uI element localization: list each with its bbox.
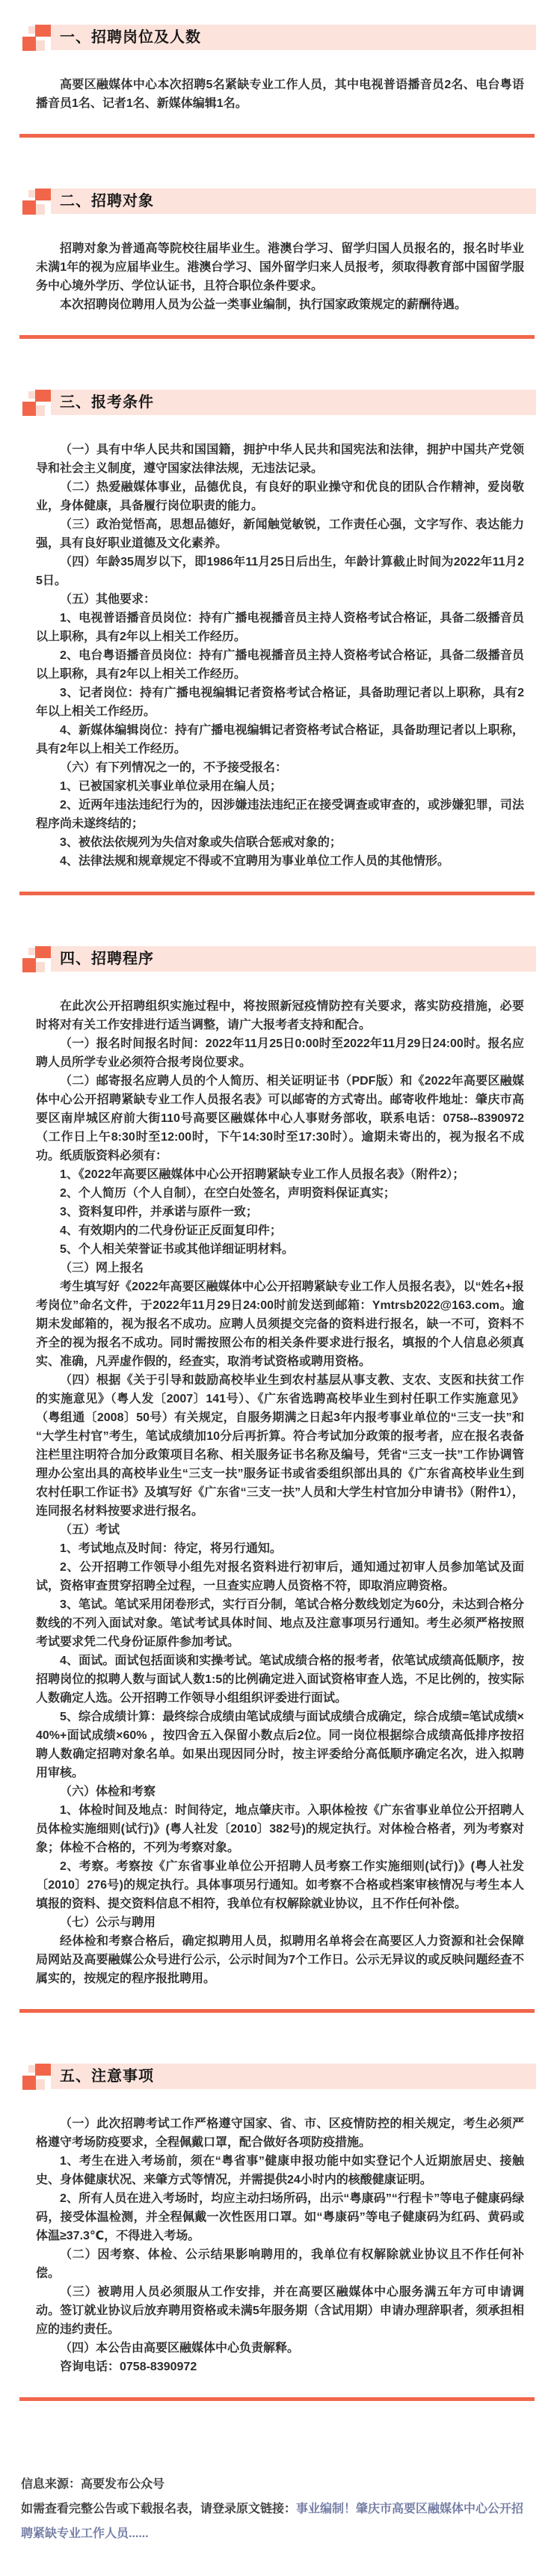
section-header	[0, 25, 554, 53]
paragraph: 考生填写好《2022年高要区融媒体中心公开招聘紧缺专业工作人员报名表》，以“姓名+报考岗位”命名文件，于2022年11月29日24:00时前发送到邮箱：Ymtrsb2022@163.com。逾期未发邮箱的，视为报名不成功。应聘人员须提交完备的资料进行报名，缺一不可，资料不齐全的视为报名不成功。同时需按照公布的相关条件要求进行报名，填报的个人信息必须真实、准确，凡弄虚作假的，经查实，取消考试资格或聘用资格。	[36, 1281, 524, 1368]
section-body	[0, 441, 554, 871]
paragraph: 1、电视普语播音员岗位：持有广播电视播音员主持人资格考试合格证，具备二级播音员以上职称，具有2年以上相关工作经历。	[36, 612, 524, 643]
link-prefix-text: 如需查看完整公告或下载报名表，请登录原文链接：	[21, 2503, 297, 2515]
section-divider	[19, 2397, 535, 2401]
paragraph: 本次招聘岗位聘用人员为公益一类事业编制，执行国家政策规定的薪酬待遇。	[60, 298, 467, 311]
info-source-line: 信息来源：高要发布公众号	[21, 2478, 165, 2491]
section-body	[0, 76, 554, 113]
section-divider	[19, 134, 535, 138]
footer	[0, 2472, 554, 2546]
section-title: 二、招聘对象	[60, 193, 154, 209]
paragraph: （五）其他要求：	[60, 593, 156, 606]
pixel-square-orange-bottom	[22, 200, 36, 215]
paragraph: （七）公示与聘用	[60, 1916, 156, 1929]
section-title: 一、招聘岗位及人数	[60, 29, 201, 46]
section	[0, 188, 554, 339]
paragraph: 1、考试地点及时间：待定，将另行通知。	[60, 1542, 282, 1555]
original-article-link[interactable]: 事业编制！肇庆市高要区融媒体中心公开招聘紧缺专业工作人员......	[21, 2503, 524, 2540]
section-title-bar	[51, 2064, 536, 2089]
pixel-square-light-bottom	[36, 2079, 45, 2090]
section-header	[0, 946, 554, 975]
pixel-square-light-top	[28, 2065, 35, 2073]
paragraph: （四）根据《关于引导和鼓励高校毕业生到农村基层从事支教、支农、支医和扶贫工作的实施意见》（粤人发〔2007〕141号）、《广东省选聘高校毕业生到村任职工作实施意见》（粤组通〔2008〕50号）有关规定，自服务期满之日起3年内报考事业单位的“三支一扶”和“大学生村官”考生，笔试成绩加10分后再折算。符合考试加分政策的报考者，应在报名表备注栏里注明符合加分政策项目名称、相关服务证书名称及编号，凭省“三支一扶”工作协调管理办公室出具的高校毕业生“三支一扶”服务证书或省委组织部出具的《广东省高校毕业生到农村任职工作证书》及填写好《广东省“三支一扶”人员和大学生村官加分申请书》（附件1），连同报名材料按要求进行报名。	[36, 1374, 524, 1518]
paragraph: 1、已被国家机关事业单位录用在编人员；	[60, 780, 282, 793]
paragraph: 经体检和考察合格后，确定拟聘用人员，拟聘用名单将会在高要区人力资源和社会保障局网站及高要融媒公众号进行公示，公示时间为7个工作日。公示无异议的或反映问题经查不属实的，按规定的程序报批聘用。	[36, 1935, 524, 1985]
pixel-square-orange-bottom	[22, 402, 36, 416]
pixel-square-orange-top	[35, 390, 51, 402]
section-header	[0, 2064, 554, 2092]
paragraph: 5、综合成绩计算：最终综合成绩由笔试成绩与面试成绩合成确定，综合成绩=笔试成绩×40%+面试成绩×60% ，按四舍五入保留小数点后2位。同一岗位根据综合成绩高低排序按招聘人数确定招聘对象名单。如果出现因同分时，按主评委给分高低顺序确定名次，进入拟聘用审核。	[36, 1711, 524, 1779]
paragraph: 2、所有人员在进入考场时，均应主动扫场所码，出示“粤康码”“行程卡”等电子健康码绿码，接受体温检测，并全程佩戴一次性医用口罩。如“粤康码”等电子健康码为红码、黄码或体温≥37.3℃，不得进入考场。	[36, 2192, 524, 2242]
paragraph: （三）被聘用人员必须服从工作安排，并在高要区融媒体中心服务满五年方可申请调动。签订就业协议后放弃聘用资格或未满5年服务期（含试用期）申请办理辞职者，须承担相应的违约责任。	[36, 2286, 524, 2336]
section-title-bar	[51, 946, 536, 972]
section-body	[0, 2115, 554, 2376]
pixel-square-orange-bottom	[22, 2076, 36, 2090]
paragraph: 4、有效期内的二代身份证正反面复印件；	[60, 1224, 282, 1237]
paragraph: 2、电台粤语播音员岗位：持有广播电视播音员主持人资格考试合格证，具备二级播音员以上职称，具有2年以上相关工作经历。	[36, 649, 524, 681]
pixel-blocks-icon	[19, 25, 51, 53]
paragraph: （六）体检和考察	[60, 1785, 156, 1798]
paragraph: 2、考察。考察按《广东省事业单位公开招聘人员考察工作实施细则(试行)》(粤人社发〔2010〕276号)的规定执行。具体事项另行通知。如考察不合格或档案审核情况与考生本人填报的资料、提交资料信息不相符，我单位有权解除就业协议，且不作任何补偿。	[36, 1860, 524, 1910]
pixel-square-light-top	[28, 948, 35, 955]
paragraph: 1、体检时间及地点：时间待定，地点肇庆市。入职体检按《广东省事业单位公开招聘人员体检实施细则(试行)》(粤人社发〔2010〕382号)的规定执行。对体检合格者，列为考察对象；体检不合格的，不列为考察对象。	[36, 1804, 524, 1854]
pixel-square-light-bottom	[36, 40, 45, 51]
paragraph: 5、个人相关荣誉证书或其他详细证明材料。	[60, 1243, 294, 1256]
paragraph: 招聘对象为普通高等院校往届毕业生。港澳台学习、留学归国人员报名的，报名时毕业未满1年的视为应届毕业生。港澳台学习、国外留学归来人员报考，须取得教育部中国留学服务中心境外学历、学位认证书，且符合职位条件要求。	[36, 242, 524, 292]
paragraph: （三）政治觉悟高，思想品德好，新闻触觉敏锐，工作责任心强，文字写作、表达能力强，具有良好职业道德及文化素养。	[36, 518, 524, 550]
paragraph: 3、被依法依规列为失信对象或失信联合惩戒对象的；	[60, 836, 342, 849]
paragraph: 3、资料复印件，并承诺与原件一致；	[60, 1206, 258, 1218]
section-divider	[19, 335, 535, 339]
pixel-blocks-icon	[19, 2064, 51, 2092]
paragraph: 2、公开招聘工作领导小组先对报名资料进行初审后，通知通过初审人员参加笔试及面试，资格审查贯穿招聘全过程，一旦查实应聘人员资格不符，即取消应聘资格。	[36, 1561, 524, 1592]
paragraph: 4、面试。面试包括面谈和实操考试。笔试成绩合格的报考者，依笔试成绩高低顺序，按招聘岗位的拟聘人数与面试人数1:5的比例确定进入面试资格审查人选，不足比例的，按实际人数确定人选。公开招聘工作领导小组组织评委进行面试。	[36, 1655, 524, 1705]
paragraph: 1、《2022年高要区融媒体中心公开招聘紧缺专业工作人员报名表》（附件2）；	[60, 1168, 465, 1181]
section-divider	[19, 2009, 535, 2013]
section	[0, 390, 554, 895]
pixel-square-orange-top	[35, 2064, 51, 2076]
pixel-square-light-top	[28, 391, 35, 399]
paragraph: 高要区融媒体中心本次招聘5名紧缺专业工作人员，其中电视普语播音员2名、电台粤语播音员1名、记者1名、新媒体编辑1名。	[36, 79, 524, 110]
paragraph: （三）网上报名	[60, 1262, 144, 1275]
paragraph: 4、新媒体编辑岗位：持有广播电视编辑记者资格考试合格证，具备助理记者以上职称，具有2年以上相关工作经历。	[36, 724, 524, 755]
section-title: 四、招聘程序	[60, 951, 154, 967]
pixel-blocks-icon	[19, 946, 51, 975]
paragraph: 2、个人简历（个人自制），在空白处签名，声明资料保证真实；	[60, 1187, 396, 1200]
pixel-square-orange-bottom	[22, 958, 36, 972]
pixel-square-light-top	[28, 26, 35, 34]
paragraph: （四）年龄35周岁以下，即1986年11月25日后出生，年龄计算截止时间为2022年11月25日。	[36, 556, 524, 587]
original-link-line	[21, 2497, 527, 2546]
section	[0, 2064, 554, 2401]
paragraph: （六）有下列情况之一的，不予接受报名：	[60, 761, 288, 774]
section	[0, 25, 554, 138]
pixel-square-orange-bottom	[22, 37, 36, 51]
paragraph: （二）因考察、体检、公示结果影响聘用的，我单位有权解除就业协议且不作任何补偿。	[36, 2248, 524, 2280]
pixel-square-orange-top	[35, 25, 51, 37]
section	[0, 946, 554, 2013]
paragraph: 1、考生在进入考场前，须在“粤省事”健康申报功能中如实登记个人近期旅居史、接触史、身体健康状况、来肇方式等情况，并需提供24小时内的核酸健康证明。	[36, 2155, 524, 2186]
paragraph: 4、法律法规和规章规定不得或不宜聘用为事业单位工作人员的其他情形。	[60, 855, 449, 868]
section-header	[0, 188, 554, 217]
sections-container	[0, 25, 554, 2401]
pixel-square-light-bottom	[36, 204, 45, 215]
pixel-square-orange-top	[35, 188, 51, 200]
pixel-blocks-icon	[19, 188, 51, 217]
section-title: 三、报考条件	[60, 394, 154, 411]
paragraph: （一）此次招聘考试工作严格遵守国家、省、市、区疫情防控的相关规定，考生必须严格遵守考场防疫要求，全程佩戴口罩，配合做好各项防疫措施。	[36, 2117, 524, 2149]
section-body	[0, 239, 554, 314]
paragraph: （一）报名时间报名时间：2022年11月25日0:00时至2022年11月29日24:00时。报名应聘人员所学专业必须符合报考岗位要求。	[36, 1037, 524, 1069]
paragraph: 3、笔试。笔试采用闭卷形式，实行百分制，笔试合格分数线划定为60分，未达到合格分数线的不列入面试对象。笔试考试具体时间、地点及注意事项另行通知。考生必须严格按照考试要求凭二代身份证原件参加考试。	[36, 1598, 524, 1649]
pixel-square-light-bottom	[36, 962, 45, 972]
section-title-bar	[51, 390, 536, 415]
section-body	[0, 997, 554, 1988]
paragraph: （二）邮寄报名应聘人员的个人简历、相关证明证书（PDF版）和《2022年高要区融媒体中心公开招聘紧缺专业工作人员报名表》可以邮寄的方式寄出。邮寄收件地址：肇庆市高要区南岸城区府前大街110号高要区融媒体中心人事财务部收，联系电话：0758--8390972（工作日上午8:30时至12:00时，下午14:30时至17:30时）。逾期未寄出的，视为报名不成功。纸质版资料必须有：	[36, 1075, 524, 1162]
paragraph: （一）具有中华人民共和国国籍，拥护中华人民共和国宪法和法律，拥护中国共产党领导和社会主义制度，遵守国家法律法规，无违法记录。	[36, 444, 524, 475]
paragraph: （五）考试	[60, 1524, 120, 1536]
pixel-blocks-icon	[19, 390, 51, 418]
paragraph: 在此次公开招聘组织实施过程中，将按照新冠疫情防控有关要求，落实防疫措施，必要时将对有关工作安排进行适当调整，请广大报考者支持和配合。	[36, 1000, 524, 1031]
section-header	[0, 390, 554, 418]
paragraph: （二）热爱融媒体事业，品德优良，有良好的职业操守和优良的团队合作精神，爱岗敬业，身体健康，具备履行岗位职责的能力。	[36, 481, 524, 512]
paragraph: 3、记者岗位：持有广播电视编辑记者资格考试合格证，具备助理记者以上职称，具有2年以上相关工作经历。	[36, 687, 524, 718]
section-title-bar	[51, 188, 536, 214]
pixel-square-light-top	[28, 190, 35, 197]
pixel-square-orange-top	[35, 946, 51, 958]
section-title: 五、注意事项	[60, 2068, 154, 2085]
paragraph: 2、近两年违法违纪行为的，因涉嫌违法违纪正在接受调查或审查的，或涉嫌犯罪，司法程序尚未遂终结的；	[36, 799, 524, 830]
paragraph: （四）本公告由高要区融媒体中心负责解释。	[60, 2342, 300, 2355]
paragraph: 咨询电话：0758-8390972	[60, 2361, 197, 2373]
pixel-square-light-bottom	[36, 405, 45, 416]
section-title-bar	[51, 25, 536, 50]
section-divider	[19, 892, 535, 895]
